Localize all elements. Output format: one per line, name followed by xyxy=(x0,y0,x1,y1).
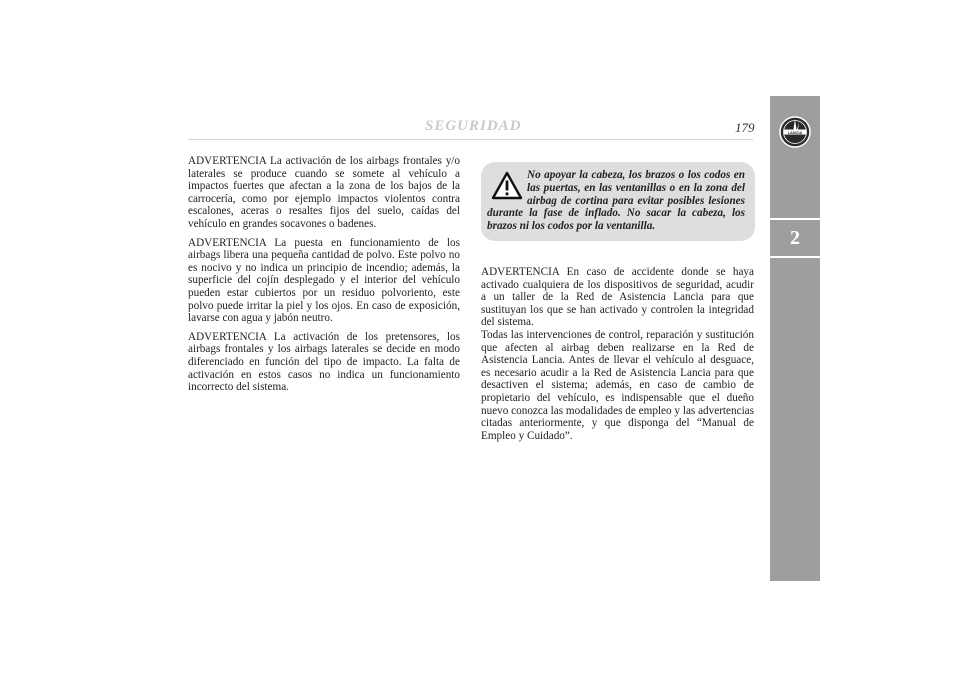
chapter-number: 2 xyxy=(790,227,800,249)
right-column xyxy=(481,266,754,442)
page-number: 179 xyxy=(735,120,755,135)
lancia-emblem-icon xyxy=(779,116,811,148)
left-column xyxy=(188,155,460,400)
warning-box xyxy=(481,162,755,241)
intervenciones-paragraph: Todas las intervenciones de control, reparación y sustitución que afecten al airbag deben realizarse en la Red de Asistencia Lancia. Antes de llevar el vehículo al desguace, es necesario acudir a la Red de Asistencia Lancia para que desactiven el sistema; además, en caso de cambio de propietario del vehículo, es indispensable que el dueño nuevo conozca las modalidades de empleo y las advertencias citadas anteriormente, y que disponga del “Manual de Empleo y Cuidado”. xyxy=(481,328,754,442)
chapter-sidebar xyxy=(770,96,820,581)
warning-icon-holder xyxy=(487,169,527,203)
header-rule xyxy=(188,139,753,140)
advertencia-paragraph-4: ADVERTENCIA En caso de accidente donde se haya activado cualquiera de los dispositivos de seguridad, acudir a un taller de la Red de Asistencia Lancia para que sustituyan los que se han activado y controlen la integridad del sistema. xyxy=(481,266,754,329)
advertencia-paragraph-2: ADVERTENCIA La puesta en funcionamiento de los airbags libera una pequeña cantidad de polvo. Este polvo no es nocivo y no indica un principio de incendio; además, la superficie del cojín desplegado y el interior del vehículo pueden estar cubiertos por un residuo polvoriento, este polvo puede irritar la piel y los ojos. En caso de exposición, lavarse con agua y jabón neutro. xyxy=(188,236,460,325)
warning-triangle-icon xyxy=(491,171,523,201)
warning-text xyxy=(487,169,745,233)
warning-message: No apoyar la cabeza, los brazos o los codos en las puertas, en las ventanillas o en la zona del airbag de cortina para evitar posibles lesiones durante la fase de inflado. No sacar la cabeza, los brazos ni los codos por la ventanilla. xyxy=(487,169,745,233)
advertencia-paragraph-3: ADVERTENCIA La activación de los pretensores, los airbags frontales y los airbags laterales se decide en modo diferenciado en función del tipo de impacto. La falta de activación en estos casos no indica un funcionamiento incorrecto del sistema. xyxy=(188,330,460,394)
sidebar-separator-bottom xyxy=(770,256,820,258)
advertencia-paragraph-1: ADVERTENCIA La activación de los airbags frontales y/o laterales se produce cuando se somete al vehículo a impactos fuertes que afectan a la zona de los bajos de la carrocería, como por ejemplo impactos violentos contra escalones, aceras o resaltes fijos del suelo, caídas del vehículo en grandes socavones o badenes. xyxy=(188,155,460,230)
section-title: SEGURIDAD xyxy=(425,118,522,134)
sidebar-separator-top xyxy=(770,218,820,220)
emblem-label: LANCIA xyxy=(787,130,803,135)
